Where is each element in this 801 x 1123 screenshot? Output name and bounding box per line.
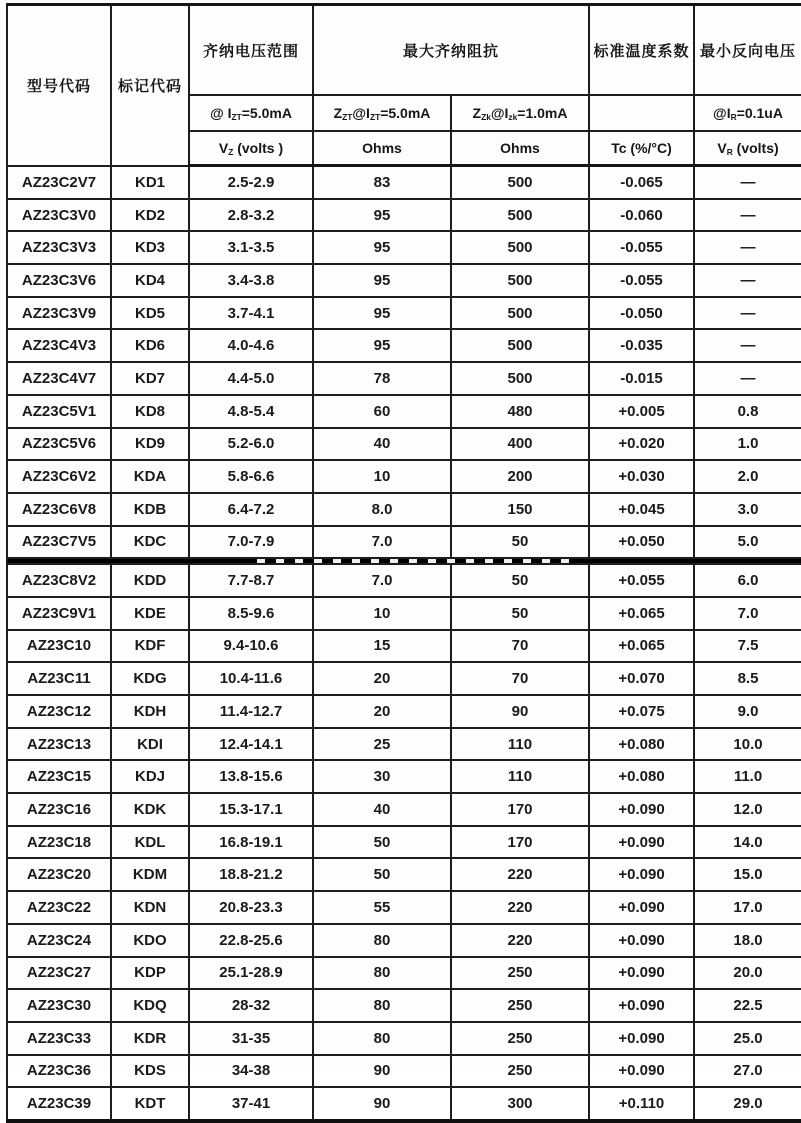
cell-temp-coefficient: +0.075 — [589, 695, 694, 728]
cell-min-reverse-voltage: — — [694, 329, 801, 362]
cell-zzt-max-impedance: 90 — [313, 1055, 451, 1088]
cell-model-code: AZ23C7V5 — [7, 526, 111, 559]
table-row — [7, 493, 801, 526]
cell-zzk-max-impedance: 480 — [451, 395, 589, 428]
header-title-row — [7, 5, 801, 96]
cell-zzt-max-impedance: 80 — [313, 957, 451, 990]
cell-vz-range: 9.4-10.6 — [189, 630, 313, 663]
cell-marking-code: KDT — [111, 1087, 189, 1121]
cell-marking-code: KDB — [111, 493, 189, 526]
col-header-zener-voltage-range: 齐纳电压范围 — [189, 5, 313, 96]
cell-min-reverse-voltage: 12.0 — [694, 793, 801, 826]
cell-min-reverse-voltage: 20.0 — [694, 957, 801, 990]
cell-temp-coefficient: +0.065 — [589, 597, 694, 630]
table-row — [7, 793, 801, 826]
cell-model-code: AZ23C30 — [7, 989, 111, 1022]
cell-zzt-max-impedance: 40 — [313, 793, 451, 826]
cell-zzt-max-impedance: 80 — [313, 924, 451, 957]
cell-zzt-max-impedance: 55 — [313, 891, 451, 924]
text-segment: @I — [713, 105, 731, 121]
table-row — [7, 1022, 801, 1055]
cell-vz-range: 7.7-8.7 — [189, 564, 313, 597]
text-segment: (volts) — [732, 140, 779, 156]
cell-min-reverse-voltage: 18.0 — [694, 924, 801, 957]
cell-zzk-max-impedance: 170 — [451, 826, 589, 859]
cell-marking-code: KD4 — [111, 264, 189, 297]
cell-zzk-max-impedance: 500 — [451, 199, 589, 232]
cell-zzt-max-impedance: 7.0 — [313, 564, 451, 597]
cell-zzk-max-impedance: 250 — [451, 957, 589, 990]
cell-zzt-max-impedance: 10 — [313, 460, 451, 493]
cell-vz-range: 11.4-12.7 — [189, 695, 313, 728]
cell-marking-code: KD6 — [111, 329, 189, 362]
condition-zzk — [451, 95, 589, 131]
unit-vz-volts — [189, 131, 313, 166]
cell-zzk-max-impedance: 400 — [451, 428, 589, 461]
cell-temp-coefficient: -0.015 — [589, 362, 694, 395]
cell-temp-coefficient: +0.090 — [589, 1022, 694, 1055]
unit-zzk-ohms: Ohms — [451, 131, 589, 166]
table-row — [7, 1055, 801, 1088]
col-header-temp-coefficient: 标准温度系数 — [589, 5, 694, 96]
cell-zzk-max-impedance: 50 — [451, 564, 589, 597]
cell-zzk-max-impedance: 150 — [451, 493, 589, 526]
cell-zzt-max-impedance: 95 — [313, 329, 451, 362]
cell-min-reverse-voltage: 10.0 — [694, 728, 801, 761]
table-row — [7, 728, 801, 761]
text-segment: @I — [352, 105, 370, 121]
cell-zzt-max-impedance: 30 — [313, 760, 451, 793]
cell-zzk-max-impedance: 110 — [451, 760, 589, 793]
cell-vz-range: 3.1-3.5 — [189, 231, 313, 264]
table-row — [7, 564, 801, 597]
cell-zzk-max-impedance: 500 — [451, 297, 589, 330]
text-segment: Z — [472, 105, 482, 121]
text-segment: @ I — [210, 105, 232, 121]
cell-zzk-max-impedance: 500 — [451, 362, 589, 395]
cell-temp-coefficient: +0.005 — [589, 395, 694, 428]
cell-zzt-max-impedance: 83 — [313, 166, 451, 199]
cell-marking-code: KD5 — [111, 297, 189, 330]
table-row — [7, 760, 801, 793]
table-row — [7, 526, 801, 559]
cell-temp-coefficient: +0.020 — [589, 428, 694, 461]
cell-marking-code: KD2 — [111, 199, 189, 232]
cell-zzk-max-impedance: 50 — [451, 526, 589, 559]
cell-zzk-max-impedance: 220 — [451, 858, 589, 891]
cell-min-reverse-voltage: — — [694, 166, 801, 199]
cell-vz-range: 5.2-6.0 — [189, 428, 313, 461]
table-row — [7, 1087, 801, 1121]
cell-temp-coefficient: +0.090 — [589, 1055, 694, 1088]
cell-model-code: AZ23C2V7 — [7, 166, 111, 199]
cell-zzt-max-impedance: 80 — [313, 1022, 451, 1055]
cell-marking-code: KDG — [111, 662, 189, 695]
cell-vz-range: 28-32 — [189, 989, 313, 1022]
cell-min-reverse-voltage: — — [694, 199, 801, 232]
cell-zzt-max-impedance: 78 — [313, 362, 451, 395]
subscript-text: ZT — [231, 112, 242, 123]
cell-model-code: AZ23C4V7 — [7, 362, 111, 395]
cell-model-code: AZ23C39 — [7, 1087, 111, 1121]
cell-temp-coefficient: -0.060 — [589, 199, 694, 232]
table-row — [7, 630, 801, 663]
cell-vz-range: 13.8-15.6 — [189, 760, 313, 793]
cell-min-reverse-voltage: 15.0 — [694, 858, 801, 891]
cell-temp-coefficient: +0.045 — [589, 493, 694, 526]
cell-zzt-max-impedance: 60 — [313, 395, 451, 428]
cell-model-code: AZ23C3V3 — [7, 231, 111, 264]
cell-vz-range: 4.4-5.0 — [189, 362, 313, 395]
cell-min-reverse-voltage: — — [694, 231, 801, 264]
cell-temp-coefficient: +0.055 — [589, 564, 694, 597]
cell-marking-code: KDP — [111, 957, 189, 990]
text-segment: =0.1uA — [736, 105, 783, 121]
cell-zzk-max-impedance: 250 — [451, 1055, 589, 1088]
text-segment: V — [218, 140, 229, 156]
cell-zzk-max-impedance: 500 — [451, 166, 589, 199]
text-segment: @I — [490, 105, 509, 121]
condition-zzt — [313, 95, 451, 131]
subscript-text: R — [730, 112, 737, 123]
cell-temp-coefficient: +0.090 — [589, 858, 694, 891]
cell-zzk-max-impedance: 250 — [451, 1022, 589, 1055]
spec-table-body — [7, 166, 801, 1121]
table-row — [7, 428, 801, 461]
text-segment: =1.0mA — [517, 105, 568, 121]
cell-vz-range: 34-38 — [189, 1055, 313, 1088]
col-header-model-code: 型号代码 — [7, 5, 111, 166]
cell-zzk-max-impedance: 110 — [451, 728, 589, 761]
col-header-max-zener-impedance: 最大齐纳阻抗 — [313, 5, 589, 96]
cell-temp-coefficient: +0.090 — [589, 957, 694, 990]
table-row — [7, 891, 801, 924]
cell-vz-range: 31-35 — [189, 1022, 313, 1055]
cell-vz-range: 10.4-11.6 — [189, 662, 313, 695]
cell-vz-range: 18.8-21.2 — [189, 858, 313, 891]
text-segment: (volts ) — [233, 140, 284, 156]
cell-zzt-max-impedance: 25 — [313, 728, 451, 761]
table-row — [7, 362, 801, 395]
cell-model-code: AZ23C5V1 — [7, 395, 111, 428]
table-row — [7, 166, 801, 199]
cell-temp-coefficient: -0.050 — [589, 297, 694, 330]
cell-model-code: AZ23C4V3 — [7, 329, 111, 362]
cell-vz-range: 25.1-28.9 — [189, 957, 313, 990]
cell-min-reverse-voltage: 7.0 — [694, 597, 801, 630]
cell-model-code: AZ23C8V2 — [7, 564, 111, 597]
cell-zzk-max-impedance: 250 — [451, 989, 589, 1022]
cell-vz-range: 12.4-14.1 — [189, 728, 313, 761]
cell-temp-coefficient: +0.070 — [589, 662, 694, 695]
cell-zzk-max-impedance: 500 — [451, 231, 589, 264]
cell-zzk-max-impedance: 300 — [451, 1087, 589, 1121]
cell-zzk-max-impedance: 220 — [451, 891, 589, 924]
cell-vz-range: 7.0-7.9 — [189, 526, 313, 559]
condition-tc-empty — [589, 95, 694, 131]
cell-zzt-max-impedance: 50 — [313, 826, 451, 859]
cell-vz-range: 22.8-25.6 — [189, 924, 313, 957]
cell-zzk-max-impedance: 90 — [451, 695, 589, 728]
cell-min-reverse-voltage: 29.0 — [694, 1087, 801, 1121]
cell-zzt-max-impedance: 8.0 — [313, 493, 451, 526]
cell-min-reverse-voltage: 11.0 — [694, 760, 801, 793]
cell-model-code: AZ23C22 — [7, 891, 111, 924]
cell-zzt-max-impedance: 15 — [313, 630, 451, 663]
cell-marking-code: KD1 — [111, 166, 189, 199]
cell-zzt-max-impedance: 95 — [313, 297, 451, 330]
cell-zzt-max-impedance: 20 — [313, 662, 451, 695]
cell-zzt-max-impedance: 80 — [313, 989, 451, 1022]
cell-temp-coefficient: -0.035 — [589, 329, 694, 362]
cell-temp-coefficient: +0.065 — [589, 630, 694, 663]
cell-marking-code: KDH — [111, 695, 189, 728]
cell-temp-coefficient: -0.055 — [589, 231, 694, 264]
cell-model-code: AZ23C9V1 — [7, 597, 111, 630]
cell-zzk-max-impedance: 220 — [451, 924, 589, 957]
table-row — [7, 329, 801, 362]
cell-min-reverse-voltage: 14.0 — [694, 826, 801, 859]
cell-model-code: AZ23C5V6 — [7, 428, 111, 461]
table-row — [7, 264, 801, 297]
cell-temp-coefficient: +0.050 — [589, 526, 694, 559]
cell-zzt-max-impedance: 90 — [313, 1087, 451, 1121]
cell-marking-code: KD9 — [111, 428, 189, 461]
cell-model-code: AZ23C18 — [7, 826, 111, 859]
cell-min-reverse-voltage: 0.8 — [694, 395, 801, 428]
cell-marking-code: KDK — [111, 793, 189, 826]
cell-vz-range: 4.8-5.4 — [189, 395, 313, 428]
cell-min-reverse-voltage: 1.0 — [694, 428, 801, 461]
table-row — [7, 597, 801, 630]
cell-min-reverse-voltage: — — [694, 297, 801, 330]
cell-zzt-max-impedance: 50 — [313, 858, 451, 891]
cell-marking-code: KDM — [111, 858, 189, 891]
cell-model-code: AZ23C3V9 — [7, 297, 111, 330]
cell-vz-range: 4.0-4.6 — [189, 329, 313, 362]
table-row — [7, 924, 801, 957]
cell-marking-code: KD7 — [111, 362, 189, 395]
cell-min-reverse-voltage: — — [694, 362, 801, 395]
cell-temp-coefficient: +0.110 — [589, 1087, 694, 1121]
cell-zzt-max-impedance: 20 — [313, 695, 451, 728]
col-header-marking-code: 标记代码 — [111, 5, 189, 166]
cell-marking-code: KDE — [111, 597, 189, 630]
table-header — [7, 5, 801, 166]
cell-min-reverse-voltage: 8.5 — [694, 662, 801, 695]
cell-model-code: AZ23C6V2 — [7, 460, 111, 493]
cell-zzk-max-impedance: 70 — [451, 662, 589, 695]
condition-vr — [694, 95, 801, 131]
unit-zzt-ohms: Ohms — [313, 131, 451, 166]
text-segment: =5.0mA — [380, 105, 431, 121]
cell-min-reverse-voltage: 7.5 — [694, 630, 801, 663]
cell-model-code: AZ23C36 — [7, 1055, 111, 1088]
cell-vz-range: 3.7-4.1 — [189, 297, 313, 330]
cell-min-reverse-voltage: 22.5 — [694, 989, 801, 1022]
table-row — [7, 395, 801, 428]
cell-zzk-max-impedance: 70 — [451, 630, 589, 663]
cell-vz-range: 8.5-9.6 — [189, 597, 313, 630]
cell-marking-code: KDR — [111, 1022, 189, 1055]
cell-model-code: AZ23C12 — [7, 695, 111, 728]
table-row — [7, 231, 801, 264]
cell-vz-range: 37-41 — [189, 1087, 313, 1121]
cell-vz-range: 16.8-19.1 — [189, 826, 313, 859]
cell-model-code: AZ23C10 — [7, 630, 111, 663]
cell-zzk-max-impedance: 500 — [451, 329, 589, 362]
table-row — [7, 695, 801, 728]
subscript-text: zk — [508, 112, 518, 123]
cell-temp-coefficient: +0.030 — [589, 460, 694, 493]
table-row — [7, 989, 801, 1022]
cell-temp-coefficient: -0.065 — [589, 166, 694, 199]
cell-marking-code: KDQ — [111, 989, 189, 1022]
cell-temp-coefficient: +0.080 — [589, 760, 694, 793]
cell-min-reverse-voltage: — — [694, 264, 801, 297]
cell-zzt-max-impedance: 40 — [313, 428, 451, 461]
cell-min-reverse-voltage: 5.0 — [694, 526, 801, 559]
cell-min-reverse-voltage: 3.0 — [694, 493, 801, 526]
cell-marking-code: KDA — [111, 460, 189, 493]
cell-min-reverse-voltage: 27.0 — [694, 1055, 801, 1088]
cell-model-code: AZ23C27 — [7, 957, 111, 990]
table-row — [7, 460, 801, 493]
cell-marking-code: KDN — [111, 891, 189, 924]
cell-marking-code: KDO — [111, 924, 189, 957]
cell-temp-coefficient: +0.090 — [589, 989, 694, 1022]
cell-min-reverse-voltage: 6.0 — [694, 564, 801, 597]
cell-model-code: AZ23C11 — [7, 662, 111, 695]
cell-marking-code: KDI — [111, 728, 189, 761]
table-row — [7, 858, 801, 891]
text-segment: V — [717, 140, 727, 156]
cell-marking-code: KD3 — [111, 231, 189, 264]
cell-marking-code: KDD — [111, 564, 189, 597]
cell-model-code: AZ23C16 — [7, 793, 111, 826]
cell-zzt-max-impedance: 95 — [313, 231, 451, 264]
subscript-text: R — [726, 147, 733, 158]
cell-temp-coefficient: +0.090 — [589, 793, 694, 826]
cell-vz-range: 20.8-23.3 — [189, 891, 313, 924]
cell-marking-code: KDC — [111, 526, 189, 559]
cell-temp-coefficient: +0.090 — [589, 826, 694, 859]
condition-vz — [189, 95, 313, 131]
cell-zzk-max-impedance: 500 — [451, 264, 589, 297]
cell-marking-code: KDL — [111, 826, 189, 859]
cell-vz-range: 6.4-7.2 — [189, 493, 313, 526]
cell-min-reverse-voltage: 9.0 — [694, 695, 801, 728]
unit-vr-volts — [694, 131, 801, 166]
cell-vz-range: 3.4-3.8 — [189, 264, 313, 297]
text-segment: Z — [333, 105, 343, 121]
col-header-min-reverse-voltage: 最小反向电压 — [694, 5, 801, 96]
cell-zzt-max-impedance: 10 — [313, 597, 451, 630]
cell-model-code: AZ23C6V8 — [7, 493, 111, 526]
unit-tc: Tc (%/°C) — [589, 131, 694, 166]
table-row — [7, 662, 801, 695]
cell-model-code: AZ23C24 — [7, 924, 111, 957]
cell-temp-coefficient: +0.090 — [589, 891, 694, 924]
cell-model-code: AZ23C15 — [7, 760, 111, 793]
cell-model-code: AZ23C13 — [7, 728, 111, 761]
table-row — [7, 297, 801, 330]
table-row — [7, 957, 801, 990]
cell-marking-code: KDJ — [111, 760, 189, 793]
dashed-line-overlay — [246, 559, 579, 563]
cell-vz-range: 2.8-3.2 — [189, 199, 313, 232]
cell-zzt-max-impedance: 95 — [313, 199, 451, 232]
cell-zzk-max-impedance: 170 — [451, 793, 589, 826]
cell-marking-code: KDF — [111, 630, 189, 663]
cell-zzt-max-impedance: 7.0 — [313, 526, 451, 559]
table-row — [7, 199, 801, 232]
cell-model-code: AZ23C20 — [7, 858, 111, 891]
cell-marking-code: KDS — [111, 1055, 189, 1088]
cell-vz-range: 15.3-17.1 — [189, 793, 313, 826]
cell-marking-code: KD8 — [111, 395, 189, 428]
cell-zzk-max-impedance: 50 — [451, 597, 589, 630]
text-segment: =5.0mA — [241, 105, 292, 121]
cell-temp-coefficient: +0.080 — [589, 728, 694, 761]
zener-spec-table — [6, 3, 801, 1123]
subscript-text: Zk — [481, 112, 491, 123]
subscript-text: ZT — [342, 112, 353, 123]
table-row — [7, 826, 801, 859]
subscript-text: Z — [228, 147, 234, 158]
cell-vz-range: 5.8-6.6 — [189, 460, 313, 493]
cell-min-reverse-voltage: 25.0 — [694, 1022, 801, 1055]
cell-temp-coefficient: -0.055 — [589, 264, 694, 297]
cell-min-reverse-voltage: 17.0 — [694, 891, 801, 924]
cell-model-code: AZ23C3V0 — [7, 199, 111, 232]
subscript-text: ZT — [369, 112, 381, 123]
cell-model-code: AZ23C33 — [7, 1022, 111, 1055]
cell-zzt-max-impedance: 95 — [313, 264, 451, 297]
cell-temp-coefficient: +0.090 — [589, 924, 694, 957]
cell-model-code: AZ23C3V6 — [7, 264, 111, 297]
cell-zzk-max-impedance: 200 — [451, 460, 589, 493]
cell-vz-range: 2.5-2.9 — [189, 166, 313, 199]
cell-min-reverse-voltage: 2.0 — [694, 460, 801, 493]
